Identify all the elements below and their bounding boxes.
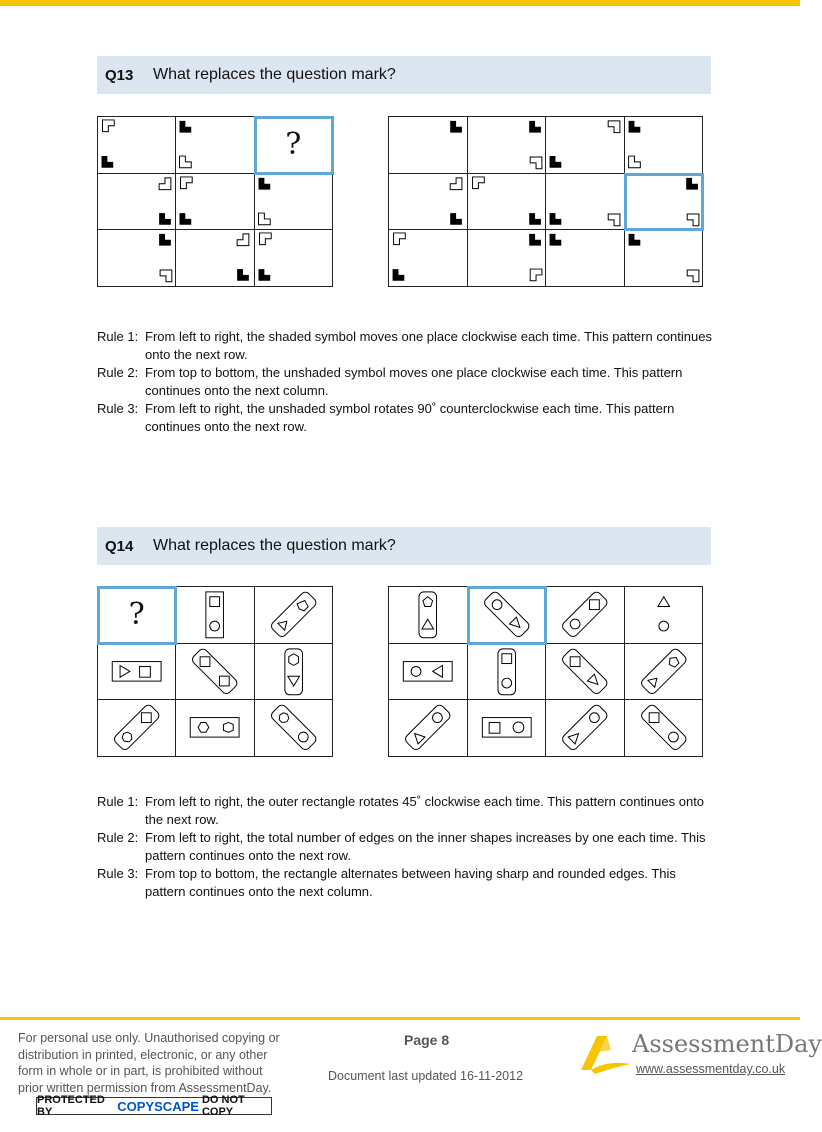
rule-line [97, 865, 717, 901]
rule-line [97, 829, 717, 865]
q13-rules [97, 328, 717, 436]
rule-text: From left to right, the outer rectangle rotates 45˚ clockwise each time. This pattern continues onto the next row. [145, 794, 705, 827]
copyscape-prefix: PROTECTED BY [37, 1094, 105, 1118]
rule-label: Rule 3: [97, 866, 139, 881]
option-cell[interactable] [546, 587, 625, 644]
option-cell-highlighted[interactable] [625, 174, 704, 231]
rule-text: From top to bottom, the unshaded symbol moves one place clockwise each time. This pattern continues onto the next column. [145, 365, 683, 398]
copyright-notice: For personal use only. Unauthorised copying or distribution in printed, electronic, or any other form in whole or in part, is prohibited without prior written permission from AssessmentDay. [18, 1031, 280, 1095]
assessmentday-logo-icon [577, 1030, 635, 1074]
option-cell[interactable] [546, 174, 625, 231]
option-cell[interactable] [468, 700, 547, 757]
option-cell[interactable] [546, 700, 625, 757]
brand-url-link[interactable]: www.assessmentday.co.uk [636, 1062, 786, 1076]
question-number: Q13 [105, 67, 134, 84]
rule-text: From left to right, the shaded symbol moves one place clockwise each time. This pattern continues onto the next row. [145, 329, 712, 362]
question-mark: ? [285, 127, 302, 163]
copyscape-badge[interactable] [36, 1094, 272, 1118]
question-mark: ? [128, 597, 145, 633]
top-accent-bar [0, 0, 800, 6]
option-cell[interactable] [468, 117, 547, 174]
puzzle-cell [176, 174, 254, 231]
option-cell[interactable] [625, 587, 704, 644]
last-updated: Document last updated 16-11-2012 [328, 1069, 524, 1083]
q14-puzzle-grid [97, 586, 333, 757]
puzzle-cell [176, 644, 254, 701]
puzzle-cell [98, 174, 176, 231]
answer-cell[interactable] [255, 117, 333, 174]
copyscape-suffix: DO NOT COPY [201, 1094, 245, 1118]
puzzle-cell [98, 230, 176, 287]
option-cell[interactable] [389, 700, 468, 757]
question-number: Q14 [105, 538, 134, 555]
puzzle-cell [176, 700, 254, 757]
rule-text: From left to right, the unshaded symbol rotates 90˚ counterclockwise each time. This pattern continues onto the next row. [145, 401, 675, 434]
q13-puzzle-grid [97, 116, 333, 287]
puzzle-cell [255, 230, 333, 287]
page-number: Page 8 [404, 1032, 450, 1048]
rule-line [97, 400, 717, 436]
option-cell[interactable] [468, 644, 547, 701]
rule-label: Rule 3: [97, 401, 139, 416]
puzzle-cell [98, 644, 176, 701]
q14-answer-options [388, 586, 703, 757]
question-prompt: What replaces the question mark? [153, 66, 396, 83]
footer-accent-bar [0, 1017, 800, 1020]
option-cell[interactable] [625, 644, 704, 701]
puzzle-cell [255, 700, 333, 757]
question-13-header [97, 56, 711, 94]
rule-text: From left to right, the total number of edges on the inner shapes increases by one each time. This pattern continues onto the next row. [145, 830, 706, 863]
q13-answer-options [388, 116, 703, 287]
option-cell[interactable] [468, 174, 547, 231]
rule-label: Rule 2: [97, 365, 139, 380]
rule-label: Rule 2: [97, 830, 139, 845]
brand-name: AssessmentDay [632, 1030, 822, 1058]
puzzle-cell [98, 700, 176, 757]
option-cell[interactable] [468, 230, 547, 287]
option-cell[interactable] [625, 230, 704, 287]
option-cell[interactable] [625, 700, 704, 757]
puzzle-cell [98, 117, 176, 174]
option-cell[interactable] [546, 117, 625, 174]
puzzle-cell [255, 644, 333, 701]
rule-text: From top to bottom, the rectangle alternates between having sharp and rounded edges. This pattern continues onto the next column. [145, 866, 676, 899]
option-cell[interactable] [546, 644, 625, 701]
option-cell[interactable] [546, 230, 625, 287]
option-cell[interactable] [625, 117, 704, 174]
question-14-header [97, 527, 711, 565]
option-cell[interactable] [389, 587, 468, 644]
rule-line [97, 793, 717, 829]
copyscape-brand: COPYSCAPE [117, 1098, 199, 1114]
puzzle-cell [176, 230, 254, 287]
option-cell[interactable] [389, 230, 468, 287]
option-cell[interactable] [389, 117, 468, 174]
puzzle-cell [255, 587, 333, 644]
option-cell[interactable] [389, 174, 468, 231]
answer-cell[interactable] [98, 587, 176, 644]
question-prompt: What replaces the question mark? [153, 537, 396, 554]
puzzle-cell [255, 174, 333, 231]
rule-label: Rule 1: [97, 794, 139, 809]
option-cell[interactable] [389, 644, 468, 701]
puzzle-cell [176, 117, 254, 174]
rule-line [97, 364, 717, 400]
option-cell-highlighted[interactable] [468, 587, 547, 644]
puzzle-cell [176, 587, 254, 644]
rule-line [97, 328, 717, 364]
q14-rules [97, 793, 717, 901]
rule-label: Rule 1: [97, 329, 139, 344]
